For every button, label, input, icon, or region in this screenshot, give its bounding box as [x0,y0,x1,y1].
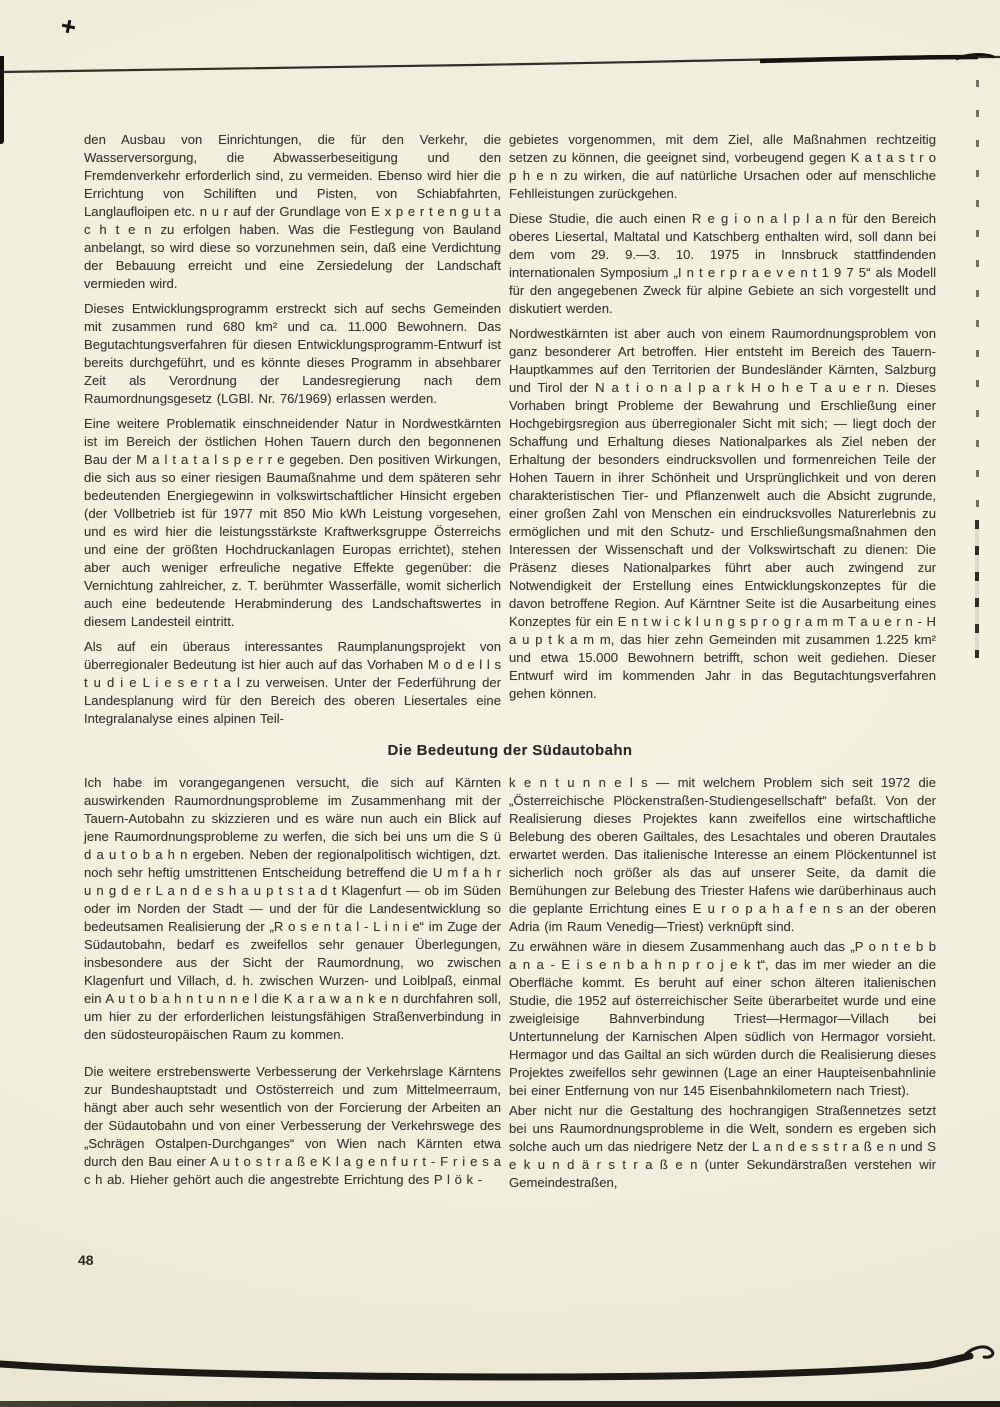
scan-left-edge-mark [0,56,4,144]
paragraph: Diese Studie, die auch einen R e g i o n a l p l a n für den Bereich oberes Liesertal, Maltatal und Katschberg enthalten wird, soll dann bei dem vom 29. 9.—3. 10. 1975 in Innsbruck stattfindenden internationalen Symposium „I n t e r p r a e v e n t 1 9 7 5“ als Modell für den angegebenen Zweck für alpine Gebiete an sich vorgestellt und diskutiert werden. [509,211,936,316]
paragraph: Eine weitere Problematik einschneidender Natur in Nordwestkärnten ist im Bereich der östlichen Hohen Tauern durch den begonnenen Bau der M a l t a t a l s p e r r e gegeben. Den positiven Wirkungen, die sich aus so einer riesigen Baumaßnahme und dem späteren sehr bedeutenden Energiegewinn in volkswirtschaftlicher Hinsicht ergeben (der Vollbetrieb ist für 1977 mit 850 Mio kWh Leistung vorgesehen, und es wird hier die leistungsstärkste Kraftwerksgruppe Österreichs und eine der größten Hochdruckanlagen Europas errichtet), stehen aber auch weniger erfreuliche negative Effekte gegenüber: die Vernichtung zahlreicher, z. T. berühmter Wasserfälle, womit sicherlich auch eine bedeutende Herabminderung des Landschaftswertes in diesem Landesteil eintritt. [84,416,501,629]
paragraph: gebietes vorgenommen, mit dem Ziel, alle Maßnahmen rechtzeitig setzen zu können, die geeignet sind, vorbeugend gegen K a t a s t r o p h e n zu wirken, die auf natürliche Ursachen oder auf menschliche Fehlleistungen zurückgehen. [509,132,936,201]
top-left-column [84,131,501,728]
top-two-column-section [84,131,936,728]
bottom-right-column [509,774,936,1194]
scan-right-binding-crease-lower [975,520,979,658]
paragraph: Zu erwähnen wäre in diesem Zusammenhang auch das „P o n t e b b a n a - E i s e n b a h n p r o j e k t“, das im mer wieder an die Oberfläche kommt. Es beruht auf einer schon älteren italienischen Studie, die 1952 auf österreichischer Seite überarbeitet wurde und eine zweigleisige Bahnverbindung Triest—Hermagor—Villach bei Untertunnelung der Karnischen Alpen südlich von Hermagor vorsieht. Hermagor und das Gailtal an sich würden durch die Realisierung dieses Projektes zweifellos sehr gewinnen (Lage an einer Haupteisenbahnlinie bei einer Entfernung von nur 145 Eisenbahnkilometern nach Triest). [509,939,936,1098]
scan-bottom-edge-line [0,1330,1000,1407]
scan-top-edge-line [0,0,1000,90]
top-right-column [509,131,936,728]
paragraph: den Ausbau von Einrichtungen, die für den Verkehr, die Wasserversorgung, die Abwasserbeseitigung und den Fremdenverkehr erforderlich sind, zu vermeiden. Ebenso wird hier die Errichtung von Schiliften und Pisten, von Schiabfahrten, Langlaufloipen etc. n u r auf der Grundlage von E x p e r t e n g u t a c h t e n zu erfolgen haben. Was die Festlegung von Bauland anbelangt, so wird diese so vorzunehmen sein, daß eine Verdichtung der Bebauung erreicht und eine Zersiedelung der Landschaft vermieden wird. [84,132,501,291]
paragraph: Als auf ein überaus interessantes Raumplanungsprojekt von überregionaler Bedeutung ist hier auch auf das Vorhaben M o d e l l s t u d i e L i e s e r t a l zu verweisen. Unter der Federführung der Landesplanung wird für den Bereich des oberen Liesertales eine Integralanalyse eines alpinen Teil- [84,639,501,726]
scan-right-binding-crease [976,80,979,520]
paragraph: Ich habe im vorangegangenen versucht, die sich auf Kärnten auswirkenden Raumordnungsprobleme im Zusammenhang mit der Tauern-Autobahn zu skizzieren und es wäre nun auch ein Blick auf jene Raumordnungsprobleme zu werfen, die sich bei uns um die S ü d a u t o b a h n ergeben. Neben der regionalpolitisch wichtigen, dzt. noch sehr heftig umstrittenen Entscheidung betreffend die U m f a h r u n g d e r L a n d e s h a u p t s t a d t Klagenfurt — ob im Süden oder im Norden der Stadt — und der für die Landesentwicklung so bedeutsamen Realisierung der „R o s e n t a l - L i n i e“ im Zuge der Südautobahn, bedarf es zweifellos sehr genauer Überlegungen, insbesondere aus der Sicht der Raumordnung, wo zwischen Klagenfurt und Villach, d. h. zwischen Wurzen- und Loiblpaß, einmal ein A u t o b a h n t u n n e l die K a r a w a n k e n durchfahren soll, um hier zu der erforderlichen leistungsfähigen Straßenverbindung in den südosteuropäischen Raum zu kommen. [84,775,501,1042]
paragraph: Die weitere erstrebenswerte Verbesserung der Verkehrslage Kärntens zur Bundeshauptstadt und Ostösterreich und zum Mittelmeerraum, hängt aber auch sehr wesentlich von der Forcierung der Arbeiten an der Südautobahn und von einer Verbesserung der Verkehrswege des „Schrägen Ostalpen-Durchganges“ von Wien nach Kärnten etwa durch den Bau einer A u t o s t r a ß e K l a g e n f u r t - F r i e s a c h ab. Hieher gehört auch die angestrebte Errichtung des P l ö k - [84,1064,501,1187]
bottom-left-column [84,774,501,1194]
scan-registration-cross-mark [61,19,76,34]
page-number: 48 [78,1252,94,1268]
scan-bottom-scan-band [0,1401,1000,1407]
bottom-two-column-section [84,774,936,1194]
paragraph: Dieses Entwicklungsprogramm erstreckt sich auf sechs Gemeinden mit zusammen rund 680 km² und ca. 11.000 Bewohnern. Das Begutachtungsverfahren für diesen Entwicklungsprogramm-Entwurf ist bereits durchgeführt, und es könnte dieses Programm in absehbarer Zeit als Verordnung der Landesregierung nach dem Raumordnungsgesetz (LGBl. Nr. 76/1969) erlassen werden. [84,301,501,406]
paragraph: Nordwestkärnten ist aber auch von einem Raumordnungsproblem von ganz besonderer Art betroffen. Hier entsteht im Bereich des Tauern-Hauptkammes auf den Territorien der Bundesländer Kärnten, Salzburg und Tirol der N a t i o n a l p a r k H o h e T a u e r n. Dieses Vorhaben bringt Probleme der Bewahrung und Erschließung einer Hochgebirgsregion aus überregionaler Sicht mit sich; — liegt doch der Schaffung und Erhaltung dieses Nationalparkes als Ziel neben der Erhaltung der besonders eindrucksvollen und formenreichen Teile der Hohen Tauern in ihrer Schönheit und Ursprünglichkeit und von deren charakteristischen Tier- und Pflanzenwelt auch die Absicht zugrunde, einer großen Zahl von Menschen ein eindrucksvolles Naturerlebnis zu ermöglichen und mit den Schutz- und Erschließungsmaßnahmen den Interessen der Wissenschaft und der Volkswirtschaft zu dienen: Die Präsenz dieses Nationalparkes führt aber auch zwingend zur Notwendigkeit der Erstellung eines Entwicklungskonzeptes für die davon betroffene Region. Auf Kärntner Seite ist die Ausarbeitung eines Konzeptes für ein E n t w i c k l u n g s p r o g r a m m T a u e r n - H a u p t k a m m, das hier zehn Gemeinden mit zusammen 1.225 km² und etwa 15.000 Bewohnern betrifft, schon weit gediehen. Dieser Entwurf wird im kommenden Jahr in das Begutachtungsverfahren gehen können. [509,326,936,701]
page-content [84,131,936,1194]
section-heading: Die Bedeutung der Südautobahn [387,742,633,759]
paragraph: k e n t u n n e l s — mit welchem Problem sich seit 1972 die „Österreichische Plöckenstraßen-Studiengesellschaft“ befaßt. Von der Realisierung dieses Projektes kann zweifellos eine wirtschaftliche Belebung des oberen Gailtales, des Lesachtales und oberen Drautales erwartet werden. Das italienische Interesse an einem Plöckentunnel ist sicherlich noch größer als das auf unserer Seite, da damit die Bemühungen zur Belebung des Triester Hafens wie darüberhinaus auch die geplante Errichtung eines E u r o p a h a f e n s an der oberen Adria (im Raum Venedig—Triest) verknüpft sind. [509,775,936,934]
paragraph: Aber nicht nur die Gestaltung des hochrangigen Straßennetzes setzt bei uns Raumordnungsprobleme in die Welt, sondern es ergeben sich solche auch um das niedrigere Netz der L a n d e s s t r a ß e n und S e k u n d ä r s t r a ß e n (unter Sekundärstraßen verstehen wir Gemeindestraßen, [509,1103,936,1190]
